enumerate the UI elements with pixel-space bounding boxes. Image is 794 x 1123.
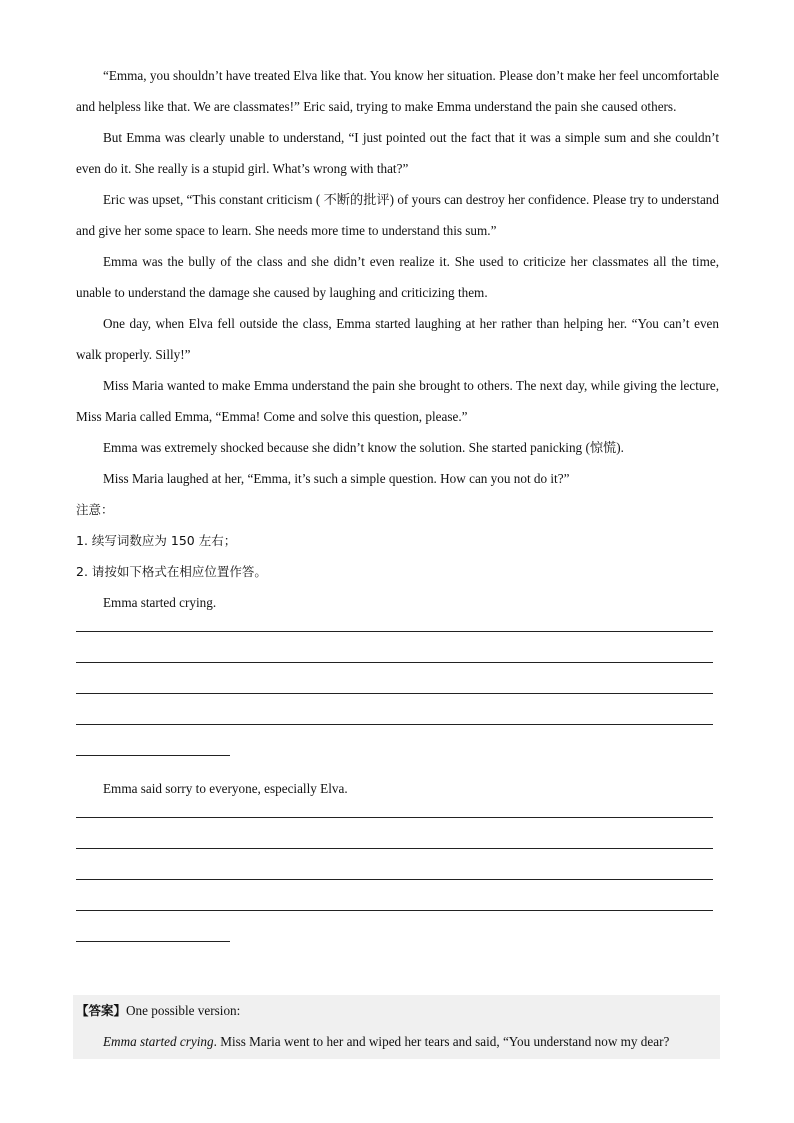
paragraph-3: Eric was upset, “This constant criticism ( 不断的批评) of yours can destroy her confidence. Please try to understand and give her some space to learn. She needs more time to understand this sum.” — [76, 192, 719, 238]
paragraph-6: Miss Maria wanted to make Emma understand the pain she brought to others. The next day, while giving the lecture, Miss Maria called Emma, “Emma! Come and solve this question, please.” — [76, 378, 719, 424]
answer-line-short — [76, 941, 230, 942]
answer-line — [76, 910, 713, 911]
answer-italic-start: Emma started crying — [103, 1034, 214, 1049]
paragraph-8: Miss Maria laughed at her, “Emma, it’s such a simple question. How can you not do it?” — [103, 471, 570, 486]
notes-item-1: 1. 续写词数应为 150 左右； — [76, 533, 237, 548]
answer-box — [73, 995, 720, 1059]
notes-heading: 注意： — [76, 502, 114, 517]
writing-area-1[interactable] — [76, 618, 719, 773]
answer-line — [76, 879, 713, 880]
answer-line — [76, 817, 713, 818]
paragraph-7: Emma was extremely shocked because she didn’t know the solution. She started panicking (惊慌). — [103, 440, 624, 455]
answer-line-short — [76, 755, 230, 756]
answer-continuation: . Miss Maria went to her and wiped her tears and said, “You understand now my dear? — [213, 1034, 670, 1049]
paragraph-4: Emma was the bully of the class and she didn’t even realize it. She used to criticize her classmates all the time, unable to understand the damage she caused by laughing and criticizing them. — [76, 254, 719, 300]
paragraph-2: But Emma was clearly unable to understand, “I just pointed out the fact that it was a simple sum and she couldn’t even do it. She really is a stupid girl. What’s wrong with that?” — [76, 130, 719, 176]
answer-header — [73, 995, 720, 1026]
answer-line — [76, 724, 713, 725]
answer-line — [76, 693, 713, 694]
answer-line — [76, 848, 713, 849]
prompt-2: Emma said sorry to everyone, especially Elva. — [103, 781, 348, 796]
answer-intro: One possible version: — [126, 1003, 241, 1018]
writing-area-2[interactable] — [76, 804, 719, 959]
passage — [76, 60, 719, 959]
answer-line — [76, 662, 713, 663]
prompt-1: Emma started crying. — [103, 595, 217, 610]
paragraph-1: “Emma, you shouldn’t have treated Elva like that. You know her situation. Please don’t make her feel uncomfortable and helpless like that. We are classmates!” Eric said, trying to make Emma understand the pain she caused others. — [76, 68, 719, 114]
answer-line — [76, 631, 713, 632]
answer-label: 【答案】 — [76, 1003, 127, 1018]
notes-item-2: 2. 请按如下格式在相应位置作答。 — [76, 564, 267, 579]
answer-text — [73, 1026, 720, 1057]
paragraph-5: One day, when Elva fell outside the class, Emma started laughing at her rather than helping her. “You can’t even walk properly. Silly!” — [76, 316, 719, 362]
